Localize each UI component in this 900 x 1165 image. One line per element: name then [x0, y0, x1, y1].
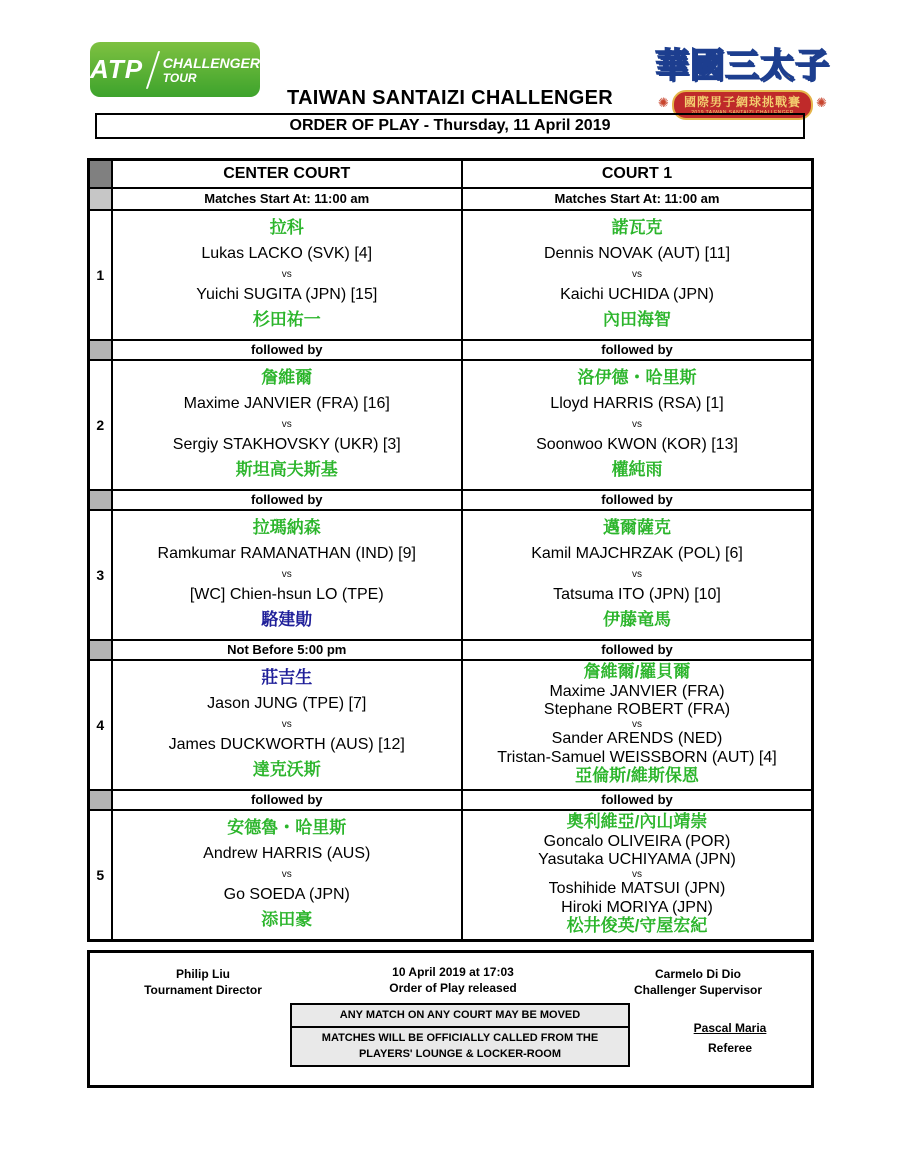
- notices: [290, 1003, 630, 1067]
- match-cell-center-court: [112, 210, 463, 340]
- player-name: Kamil MAJCHRZAK (POL) [6]: [531, 545, 743, 562]
- divider-label: followed by: [462, 490, 813, 510]
- referee-block: [650, 1021, 810, 1055]
- vs-label: vs: [281, 868, 292, 880]
- event-banner-english-text: 2019 TAIWAN SANTAIZI CHALLENGER: [691, 110, 794, 116]
- divider-row: [89, 790, 813, 810]
- match-row: [89, 510, 813, 640]
- vs-label: vs: [281, 418, 292, 430]
- player-name-cn: 內田海智: [603, 309, 671, 329]
- atp-logo-challenger-label: CHALLENGER: [162, 54, 260, 71]
- match-cell-center-court: [112, 360, 463, 490]
- player-name: [WC] Chien-hsun LO (TPE): [189, 586, 384, 604]
- divider-row: [89, 490, 813, 510]
- player-name-cn: 添田豪: [261, 909, 313, 929]
- divider-label: followed by: [112, 790, 463, 810]
- atp-logo-tour-text: [163, 56, 260, 84]
- vs-label: vs: [632, 868, 642, 880]
- player-name: Hiroki MORIYA (JPN): [561, 898, 713, 916]
- player-name: Yasutaka UCHIYAMA (JPN): [538, 851, 736, 869]
- center-court-header: CENTER COURT: [112, 160, 463, 188]
- match-cell-center-court: [112, 510, 463, 640]
- vs-label: vs: [632, 568, 642, 580]
- player-name-cn: 杉田祐一: [252, 309, 321, 329]
- player-name: Maxime JANVIER (FRA): [549, 682, 725, 700]
- player-name: Dennis NOVAK (AUT) [11]: [543, 245, 731, 262]
- tournament-director-block: [93, 966, 313, 998]
- vs-label: vs: [281, 268, 292, 280]
- player-name-cn: 拉科: [269, 218, 304, 238]
- match-number: 1: [89, 210, 112, 340]
- referee-name: Pascal Maria: [693, 1021, 767, 1035]
- player-name: Stephane ROBERT (FRA): [543, 701, 731, 719]
- player-name-cn: 松井俊英/守屋宏紀: [566, 916, 708, 936]
- player-name: Goncalo OLIVEIRA (POR): [543, 832, 731, 850]
- match-number: 2: [89, 360, 112, 490]
- order-of-play-table: [87, 158, 814, 942]
- player-name: Go SOEDA (JPN): [223, 886, 350, 904]
- notice-players-lounge: MATCHES WILL BE OFFICIALLY CALLED FROM THE PLAYERS' LOUNGE & LOCKER-ROOM: [290, 1026, 630, 1067]
- match-number: 5: [89, 810, 112, 941]
- player-name-cn: 安德魯・哈里斯: [227, 818, 347, 838]
- divider-row: [89, 340, 813, 360]
- player-name: Tatsuma ITO (JPN) [10]: [553, 586, 721, 604]
- supervisor-title: Challenger Supervisor: [633, 983, 763, 998]
- release-label: Order of Play released: [389, 981, 517, 996]
- player-name: Jason JUNG (TPE) [7]: [207, 695, 367, 712]
- match-number: 4: [89, 660, 112, 790]
- player-name-cn: 莊吉生: [261, 668, 313, 688]
- match-cell-court-1: [462, 810, 813, 941]
- player-name-cn: 斯坦高夫斯基: [235, 459, 338, 479]
- player-name-cn: 詹維爾: [261, 368, 313, 388]
- divider-row: [89, 640, 813, 660]
- match-cell-court-1: [462, 510, 813, 640]
- order-of-play-banner: ORDER OF PLAY - Thursday, 11 April 2019: [95, 113, 805, 139]
- footer: [87, 950, 814, 1088]
- player-name: Andrew HARRIS (AUS): [203, 845, 371, 862]
- player-name: James DUCKWORTH (AUS) [12]: [168, 736, 405, 754]
- event-banner-chinese-text: ✺ 國際男子網球挑戰賽: [683, 95, 801, 109]
- tournament-director-name: Philip Liu: [176, 967, 230, 981]
- atp-logo-text: ATP: [90, 54, 144, 84]
- player-name-cn: 駱建勛: [261, 609, 313, 629]
- player-name: Yuichi SUGITA (JPN) [15]: [196, 286, 378, 304]
- player-name-cn: 權純雨: [611, 459, 663, 479]
- divider-label: followed by: [462, 340, 813, 360]
- page-title: TAIWAN SANTAIZI CHALLENGER: [287, 87, 613, 109]
- match-row: [89, 360, 813, 490]
- vs-label: vs: [632, 268, 642, 280]
- player-name: Kaichi UCHIDA (JPN): [560, 286, 714, 304]
- divider-label: followed by: [462, 640, 813, 660]
- vs-label: vs: [632, 718, 642, 730]
- player-name-cn: 伊藤竜馬: [603, 609, 671, 629]
- start-time-row: [89, 188, 813, 210]
- player-name: Maxime JANVIER (FRA) [16]: [183, 395, 390, 412]
- player-name: Sergiy STAKHOVSKY (UKR) [3]: [172, 436, 401, 454]
- vs-label: vs: [281, 568, 292, 580]
- court-header-row: [89, 160, 813, 188]
- player-name-cn: 邁爾薩克: [603, 518, 671, 538]
- center-court-start-time: Matches Start At: 11:00 am: [112, 188, 463, 210]
- player-name-cn: 諾瓦克: [611, 218, 663, 238]
- match-cell-court-1: [462, 660, 813, 790]
- match-cell-court-1: [462, 210, 813, 340]
- match-number: 3: [89, 510, 112, 640]
- divider-spacer-cell: [89, 340, 112, 360]
- divider-label: followed by: [112, 340, 463, 360]
- player-name: Tristan-Samuel WEISSBORN (AUT) [4]: [497, 748, 777, 766]
- atp-logo-slash-icon: [146, 51, 160, 89]
- divider-label: Not Before 5:00 pm: [112, 640, 463, 660]
- header-spacer-cell: [89, 160, 112, 188]
- match-cell-center-court: [112, 810, 463, 941]
- atp-logo-tour-label: TOUR: [162, 70, 197, 85]
- match-row: [89, 660, 813, 790]
- divider-label: followed by: [112, 490, 463, 510]
- player-name-cn: 亞倫斯/維斯保恩: [575, 766, 699, 786]
- player-name: Lukas LACKO (SVK) [4]: [201, 245, 373, 262]
- player-name: Soonwoo KWON (KOR) [13]: [536, 436, 738, 454]
- player-name-cn: 詹維爾/羅貝爾: [583, 662, 691, 682]
- player-name: Sander ARENDS (NED): [551, 730, 723, 748]
- notice-match-moved: ANY MATCH ON ANY COURT MAY BE MOVED: [290, 1003, 630, 1028]
- match-cell-center-court: [112, 660, 463, 790]
- match-row: [89, 810, 813, 941]
- supervisor-name: Carmelo Di Dio: [654, 967, 741, 981]
- divider-spacer-cell: [89, 790, 112, 810]
- challenger-supervisor-block: [588, 966, 808, 998]
- player-name-cn: 拉瑪納森: [252, 518, 321, 538]
- player-name: Ramkumar RAMANATHAN (IND) [9]: [157, 545, 416, 562]
- vs-label: vs: [632, 418, 642, 430]
- player-name-cn: 洛伊德・哈里斯: [577, 368, 697, 388]
- court-1-start-time: Matches Start At: 11:00 am: [462, 188, 813, 210]
- vs-label: vs: [281, 718, 292, 730]
- player-name: Lloyd HARRIS (RSA) [1]: [550, 395, 724, 412]
- release-info-block: [343, 964, 563, 996]
- player-name: Toshihide MATSUI (JPN): [548, 880, 726, 898]
- release-datetime: 10 April 2019 at 17:03: [392, 965, 514, 979]
- court-1-header: COURT 1: [462, 160, 813, 188]
- match-row: [89, 210, 813, 340]
- start-spacer-cell: [89, 188, 112, 210]
- divider-spacer-cell: [89, 640, 112, 660]
- divider-spacer-cell: [89, 490, 112, 510]
- event-logo-main-text: 華國三太子: [655, 47, 830, 85]
- match-cell-court-1: [462, 360, 813, 490]
- referee-title: Referee: [707, 1041, 753, 1055]
- tournament-director-title: Tournament Director: [144, 983, 262, 998]
- player-name-cn: 奧利維亞/內山靖崇: [566, 812, 708, 832]
- player-name-cn: 達克沃斯: [252, 759, 321, 779]
- divider-label: followed by: [462, 790, 813, 810]
